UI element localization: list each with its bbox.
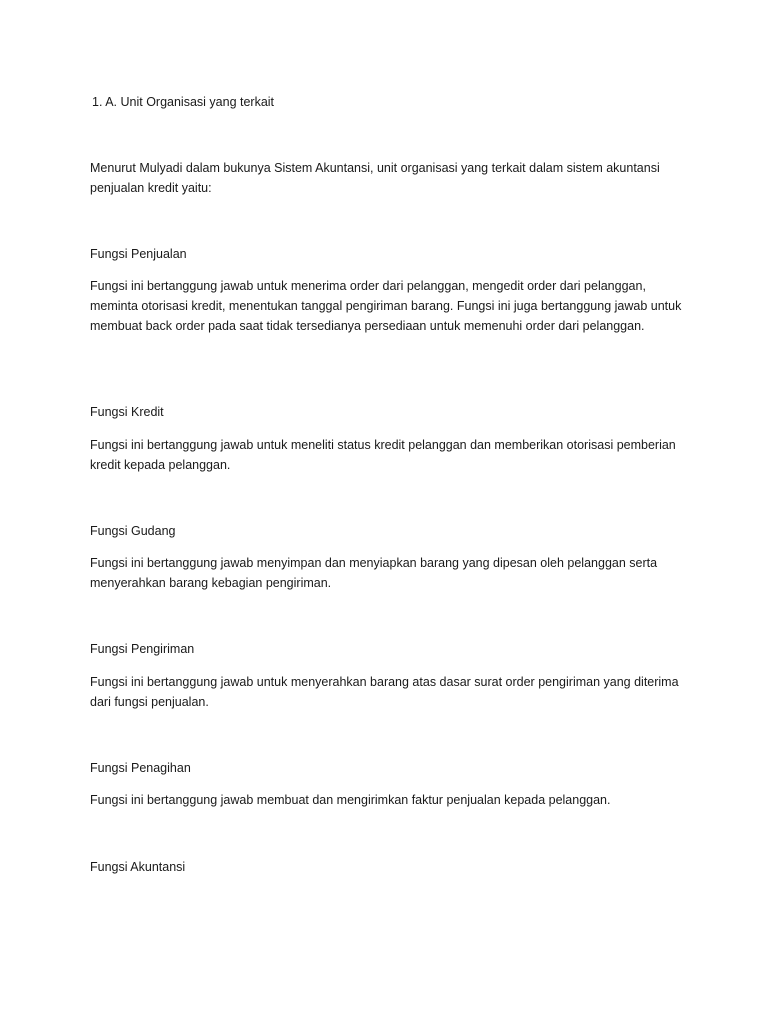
intro-paragraph: Menurut Mulyadi dalam bukunya Sistem Akuntansi, unit organisasi yang terkait dalam sistem akuntansi penjualan kredit yaitu: bbox=[90, 161, 660, 195]
section-title-gudang: Fungsi Gudang bbox=[90, 524, 176, 538]
section-body-penjualan: Fungsi ini bertanggung jawab untuk menerima order dari pelanggan, mengedit order dari pelanggan, meminta otorisasi kredit, menentukan tanggal pengiriman barang. Fungsi ini juga bertanggung jawab untuk membuat back order pada saat tidak tersedianya persediaan untuk memenuhi order dari pelanggan. bbox=[90, 279, 682, 333]
section-title-penjualan: Fungsi Penjualan bbox=[90, 247, 187, 261]
section-title-kredit: Fungsi Kredit bbox=[90, 405, 164, 419]
section-title-penagihan: Fungsi Penagihan bbox=[90, 761, 191, 775]
section-heading: 1. A. Unit Organisasi yang terkait bbox=[92, 95, 275, 109]
section-body-pengiriman: Fungsi ini bertanggung jawab untuk menyerahkan barang atas dasar surat order pengiriman yang diterima dari fungsi penjualan. bbox=[90, 675, 679, 709]
section-body-gudang: Fungsi ini bertanggung jawab menyimpan dan menyiapkan barang yang dipesan oleh pelanggan serta menyerahkan barang kebagian pengiriman. bbox=[90, 556, 658, 590]
section-title-pengiriman: Fungsi Pengiriman bbox=[90, 642, 195, 656]
section-body-kredit: Fungsi ini bertanggung jawab untuk meneliti status kredit pelanggan dan memberikan otorisasi pemberian kredit kepada pelanggan. bbox=[90, 438, 676, 472]
section-title-akuntansi: Fungsi Akuntansi bbox=[90, 860, 186, 874]
section-body-penagihan: Fungsi ini bertanggung jawab membuat dan mengirimkan faktur penjualan kepada pelanggan. bbox=[90, 793, 611, 807]
